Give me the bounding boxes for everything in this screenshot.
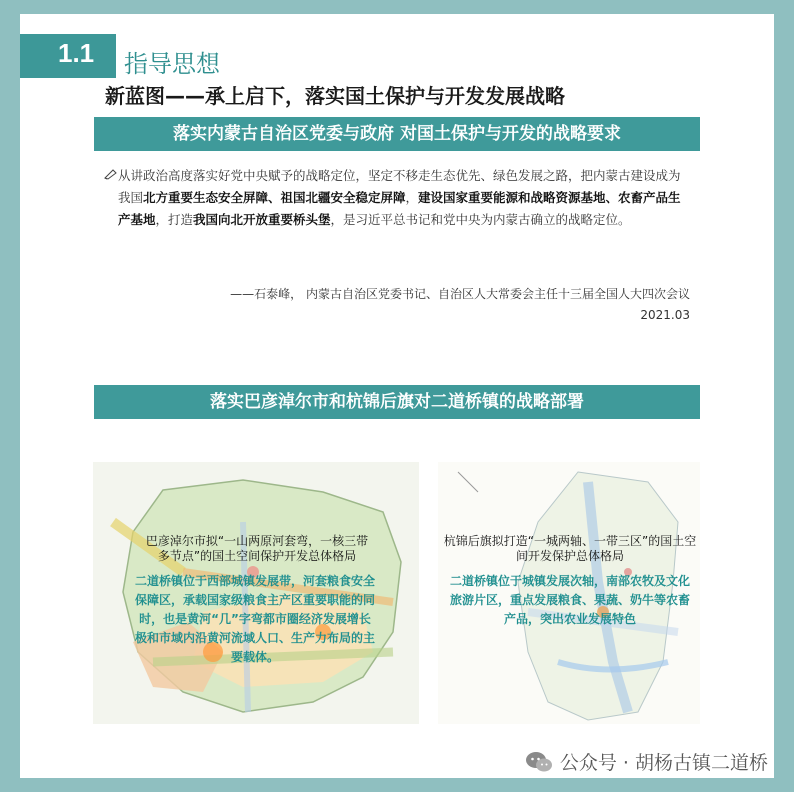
quote-text-1: 从讲政治高度落实好党中央赋予的战略定位，坚定不移走生态优先、绿色发展之路，把内蒙古建设成为我国 (118, 168, 681, 205)
frame-bottom (0, 778, 794, 792)
quote-bold-2: 建设国家重要能源和战略资源基地、农畜产品生产基地 (118, 190, 681, 227)
section-title: 指导思想 (124, 50, 220, 78)
quote-bold-3: 我国向北开放重要桥头堡 (193, 212, 331, 227)
quote-text-3: ，打造 (155, 212, 194, 227)
pen-icon (104, 168, 118, 180)
map-hangjinhouqi-description: 二道桥镇位于城镇发展次轴，南部农牧及文化旅游片区，重点发展粮食、果蔬、奶牛等农畜产品，突出农业发展特色 (449, 574, 690, 626)
quote-paragraph (118, 165, 688, 231)
watermark (524, 748, 768, 775)
watermark-text: 公众号 · 胡杨古镇二道桥 (559, 752, 768, 774)
map-bayannur (93, 462, 419, 724)
map-bayannur-description: 二道桥镇位于西部城镇发展带，河套粮食安全保障区，承载国家级粮食主产区重要职能的同时，也是黄河“几”字弯都市圈经济发展增长极和市域内沿黄河流域人口、生产力布局的主要载体。 (135, 574, 376, 664)
page-title: 新蓝图——承上启下，落实国土保护与开发发展战略 (105, 84, 565, 108)
frame-right (774, 0, 794, 792)
wechat-icon (524, 750, 554, 774)
frame-left (0, 0, 20, 792)
quote-text-2: ， (405, 190, 419, 205)
quote-date: 2021.03 (640, 308, 690, 322)
quote-bold-1: 北方重要生态安全屏障、祖国北疆安全稳定屏障 (143, 190, 406, 205)
map-hangjinhouqi (438, 462, 700, 724)
frame-top (0, 0, 794, 14)
band-heading-2: 落实巴彦淖尔市和杭锦后旗对二道桥镇的战略部署 (94, 385, 700, 419)
quote-text-4: ，是习近平总书记和党中央为内蒙古确立的战略定位。 (330, 212, 631, 227)
map-bayannur-caption: 巴彦淖尔市拟“一山两原河套弯，一核三带多节点”的国土空间保护开发总体格局 (145, 534, 369, 563)
quote-attribution: ——石泰峰， 内蒙古自治区党委书记、自治区人大常委会主任十三届全国人大四次会议 (230, 287, 690, 301)
band-heading-1: 落实内蒙古自治区党委与政府 对国土保护与开发的战略要求 (94, 117, 700, 151)
section-number: 1.1 (58, 38, 95, 68)
map-hangjinhouqi-caption: 杭锦后旗拟打造“一城两轴、一带三区”的国土空间开发保护总体格局 (443, 534, 697, 563)
